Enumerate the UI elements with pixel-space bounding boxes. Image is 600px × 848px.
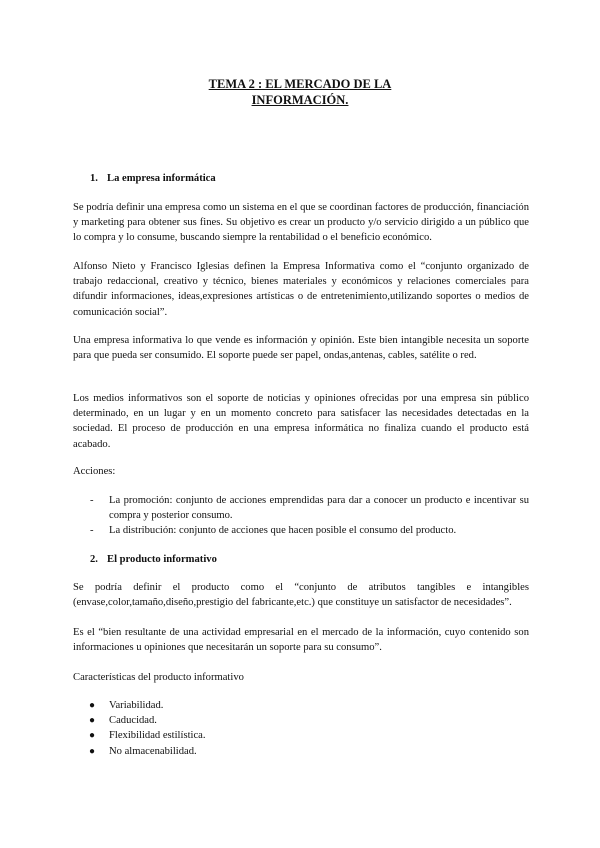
paragraph-nieto-iglesias: Alfonso Nieto y Francisco Iglesias definen la Empresa Informativa como el “conjunto organizado de trabajo redaccional, creativo y técnico, bienes materiales y económicos y relaciones comerciales para difundir informaciones, ideas,expresiones artísticas o de entretenimiento,utilizando soportes o medios de comunicación social”.	[73, 261, 529, 318]
title-line-2: INFORMACIÓN.	[251, 93, 349, 107]
caracteristica-caducidad: Caducidad.	[109, 715, 157, 727]
caracteristica-flexibilidad: Flexibilidad estilística.	[109, 730, 206, 742]
section-2-number: 2.	[90, 554, 98, 565]
bullet-icon: ●	[89, 700, 96, 711]
list-item	[73, 713, 529, 728]
dash-marker: -	[90, 495, 94, 506]
list-item	[73, 493, 529, 523]
section-1-heading	[73, 171, 529, 186]
section-2-heading	[73, 552, 529, 567]
dash-marker: -	[90, 525, 94, 537]
section-1-number: 1.	[90, 173, 98, 184]
acciones-label: Acciones:	[73, 466, 116, 477]
caracteristicas-label: Características del producto informativo	[73, 672, 244, 683]
accion-distribucion: La distribución: conjunto de acciones que hacen posible el consumo del producto.	[109, 525, 457, 537]
page-title	[0, 76, 600, 108]
caracteristica-variabilidad: Variabilidad.	[109, 700, 164, 711]
caracteristica-no-almacenabilidad: No almacenabilidad.	[109, 745, 197, 757]
section-2-title: El producto informativo	[107, 554, 217, 565]
accion-promocion: La promoción: conjunto de acciones emprendidas para dar a conocer un producto e incentivar su compra y posterior consumo.	[109, 495, 529, 522]
acciones-list	[73, 493, 529, 539]
list-item	[73, 728, 529, 743]
title-line-1: TEMA 2 : EL MERCADO DE LA	[208, 77, 392, 91]
list-item	[73, 744, 529, 759]
paragraph-producto-definicion: Se podría definir el producto como el “conjunto de atributos tangibles e intangibles (envase,color,tamaño,diseño,prestigio del fabricante,etc.) que constituye un satisfactor de necesidades”.	[73, 582, 529, 609]
list-item	[73, 698, 529, 713]
caracteristicas-list	[73, 698, 529, 759]
section-1-title: La empresa informática	[107, 173, 216, 184]
paragraph-medios-informativos: Los medios informativos son el soporte de noticias y opiniones ofrecidas por una empresa sin público determinado, en un lugar y en un momento concreto para satisfacer las necesidades detectadas en la sociedad. El proceso de producción en una empresa informática no finaliza cuando el producto está acabado.	[73, 393, 529, 450]
bullet-icon: ●	[89, 715, 96, 727]
paragraph-empresa-definicion: Se podría definir una empresa como un sistema en el que se coordinan factores de producción, financiación y marketing para obtener sus fines. Su objetivo es crear un producto y/o servicio dirigido a un público que lo compra y lo consume, buscando siempre la rentabilidad o el beneficio económico.	[73, 202, 529, 244]
paragraph-bien-resultante: Es el “bien resultante de una actividad empresarial en el mercado de la información, cuyo contenido son informaciones u opiniones que necesitarán un soporte para su consumo”.	[73, 627, 529, 654]
bullet-icon: ●	[89, 730, 96, 742]
paragraph-empresa-informativa: Una empresa informativa lo que vende es información y opinión. Este bien intangible necesita un soporte para que pueda ser consumido. El soporte puede ser papel, ondas,antenas, cables, satélite o red.	[73, 335, 529, 362]
bullet-icon: ●	[89, 745, 96, 757]
list-item	[73, 523, 529, 538]
